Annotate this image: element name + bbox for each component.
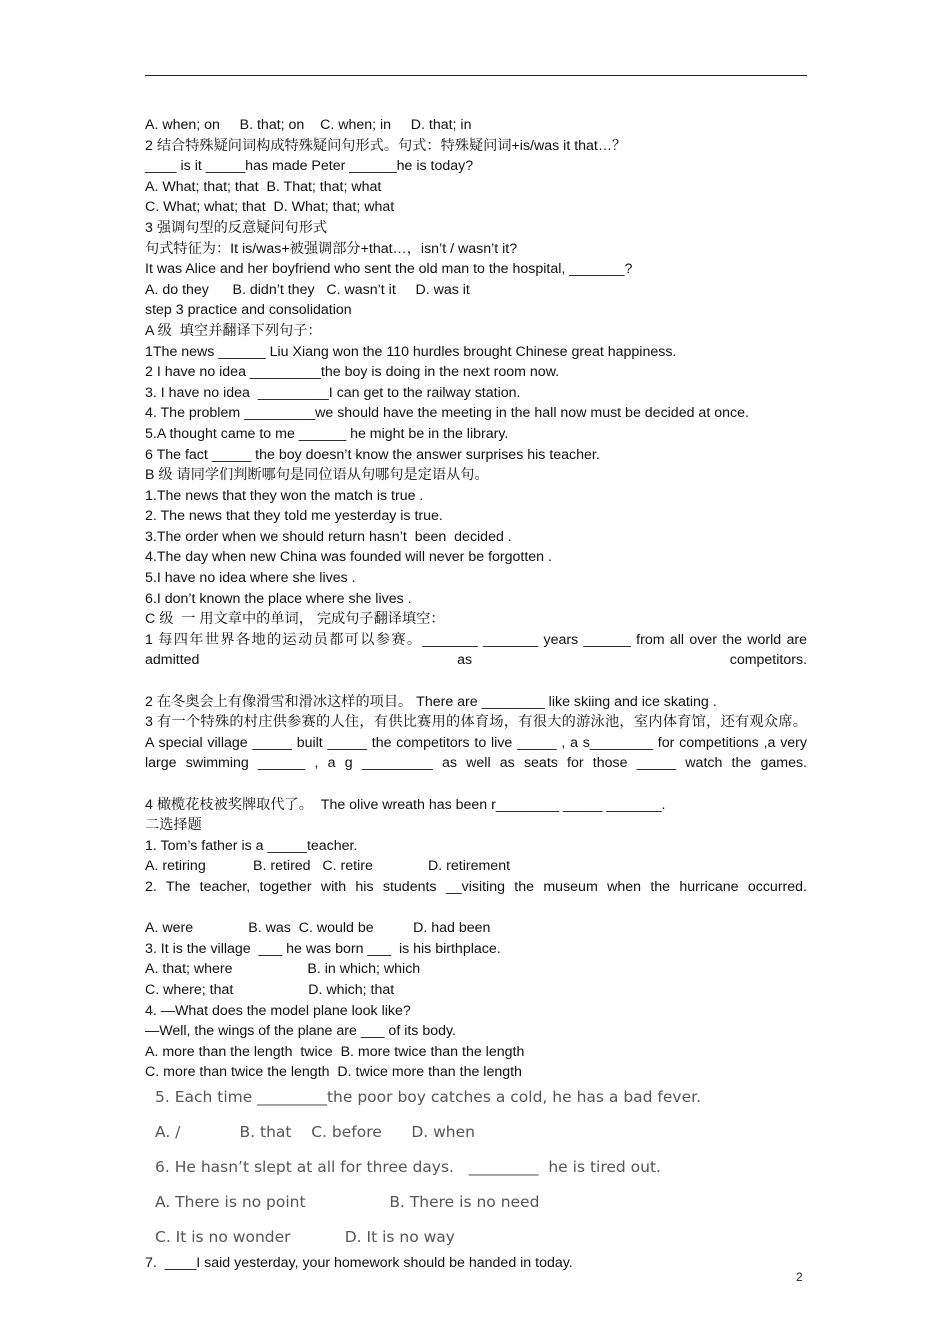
- text-line: 2 结合特殊疑问词构成特殊疑问句形式。句式：特殊疑问词+is/was it that…？: [145, 137, 627, 154]
- text-line: 5.A thought came to me ______ he might be in the library.: [145, 425, 509, 442]
- page-number: 2: [796, 1270, 803, 1284]
- question: 3. It is the village ___ he was born ___ is his birthplace.: [145, 940, 501, 957]
- text-line: It was Alice and her boyfriend who sent the old man to the hospital, _______?: [145, 261, 633, 278]
- paragraph-c3: 3 有一个特殊的村庄供参赛的人住，有供比赛用的体育场，有很大的游泳池，室内体育馆，还有观众席。 A special village _____ built _____ the competitors to live _____ , a s________ for competitions ,a very large swimming ______ , a g _________ as well as seats for those _____ watch the games.: [145, 714, 807, 772]
- text-line: 3.The order when we should return hasn’t been decided .: [145, 528, 512, 545]
- text-line: A. when; on B. that; on C. when; in D. that; in: [145, 117, 472, 133]
- text-line: 2. The news that they told me yesterday is true.: [145, 508, 443, 525]
- question-2: 2. The teacher, together with his students __visiting the museum when the hurricane occurred.: [145, 878, 807, 895]
- question: 7. ____I said yesterday, your homework should be handed in today.: [145, 1254, 573, 1271]
- worksheet-body: [145, 115, 807, 1274]
- answer-options: C. where; that D. which; that: [145, 981, 395, 998]
- text-line: 6.I don’t known the place where she lives .: [145, 590, 412, 607]
- scanned-options-5: A. / B. that C. before D. when: [155, 1122, 475, 1141]
- text-line: 2 I have no idea _________the boy is doing in the next room now.: [145, 364, 560, 381]
- scanned-options-6b: C. It is no wonder D. It is no way: [155, 1227, 455, 1246]
- answer-options: A. were B. was C. would be D. had been: [145, 920, 491, 937]
- question: 1. Tom’s father is a _____teacher.: [145, 837, 358, 854]
- text-line: —Well, the wings of the plane are ___ of its body.: [145, 1023, 456, 1040]
- text-line: A. What; that; that B. That; that; what: [145, 178, 382, 195]
- text-line: 4.The day when new China was founded will never be forgotten .: [145, 549, 552, 566]
- section-heading: step 3 practice and consolidation: [145, 302, 352, 319]
- text-line: 3. I have no idea _________I can get to the railway station.: [145, 384, 521, 401]
- scanned-question-6: 6. He hasn’t slept at all for three days. _________ he is tired out.: [155, 1157, 661, 1176]
- text-line: 3 强调句型的反意疑问句形式: [145, 219, 328, 236]
- text-line: A. do they B. didn’t they C. wasn’t it D. was it: [145, 281, 470, 298]
- text-line: 2 在冬奥会上有像滑雪和滑冰这样的项目。 There are ________ like skiing and ice skating .: [145, 693, 717, 710]
- section-heading: 二选择题: [145, 817, 202, 834]
- section-heading: A 级 填空并翻译下列句子：: [145, 322, 322, 339]
- text-line: 4. The problem _________we should have the meeting in the hall now must be decided at once.: [145, 405, 749, 422]
- answer-options: A. retiring B. retired C. retire D. retirement: [145, 858, 511, 875]
- answer-options: A. that; where B. in which; which: [145, 961, 421, 978]
- scanned-question-5: 5. Each time _________the poor boy catches a cold, he has a bad fever.: [155, 1087, 701, 1106]
- header-rule: [145, 75, 807, 76]
- text-line: 1.The news that they won the match is true .: [145, 487, 424, 504]
- question: 4. —What does the model plane look like?: [145, 1002, 411, 1019]
- text-line: 4 橄榄花枝被奖牌取代了。 The olive wreath has been r________ _____ _______.: [145, 796, 666, 813]
- text-line: C. What; what; that D. What; that; what: [145, 199, 395, 216]
- text-line: 句式特征为：It is/was+被强调部分+that…，isn’t / wasn’t it?: [145, 240, 518, 257]
- section-heading: C 级 一 用文章中的单词， 完成句子翻译填空：: [145, 611, 445, 628]
- text-line: 5.I have no idea where she lives .: [145, 570, 356, 587]
- text-line: 1The news ______ Liu Xiang won the 110 hurdles brought Chinese great happiness.: [145, 343, 677, 360]
- answer-options: A. more than the length twice B. more twice than the length: [145, 1043, 525, 1060]
- text-line: 6 The fact _____ the boy doesn’t know the answer surprises his teacher.: [145, 446, 600, 463]
- section-heading: B 级 请同学们判断哪句是同位语从句哪句是定语从句。: [145, 467, 489, 484]
- answer-options: C. more than twice the length D. twice more than the length: [145, 1064, 522, 1081]
- text-line: ____ is it _____has made Peter ______he is today?: [145, 158, 474, 175]
- paragraph-c1: 1 每四年世界各地的运动员都可以参赛。_______ _______ years ______ from all over the world are admitted as competitors.: [145, 631, 807, 669]
- scanned-options-6: A. There is no point B. There is no need: [155, 1192, 540, 1211]
